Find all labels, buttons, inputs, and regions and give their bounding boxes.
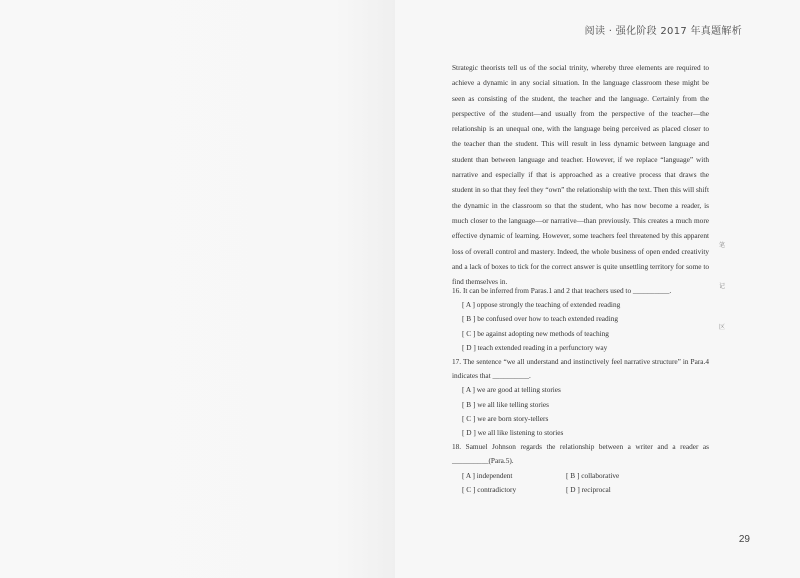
running-header: 阅读 · 强化阶段 2017 年真题解析 (584, 26, 742, 37)
option-d: [ D ] we all like listening to stories (462, 428, 564, 438)
option-b: [ B ] we all like telling stories (462, 399, 549, 409)
margin-note-label: 笔 (719, 242, 726, 249)
passage-paragraph: Strategic theorists tell us of the social trinity, whereby three elements are required to achieve a dynamic in any social situation. In the language classroom these might be seen as consisting of the student, the teacher and the language. Certainly from the perspective of the student—and usually from the perspective of the teacher—the relationship is an unequal one, with the language being perceived as placed closer to the teacher than the student. This will result in less dynamic between language and student than between language and teacher. However, if we replace “language” with narrative and especially if that is approached as a creative process that draws the student in so that they feel they “own” the relationship with the text. Then this will shift the dynamic in the classroom so that the student, who has now become a reader, is much closer to the language—or narrative—than previously. This creates a much more effective dynamic of learning. However, some teachers feel threatened by this apparent loss of overall control and mastery. Indeed, the whole business of open ended creativity and a lack of boxes to tick for the correct answer is quite unsettling territory for some to find themselves in. (452, 63, 709, 287)
page-number: 29 (738, 534, 750, 545)
question-stem: 17. The sentence “we all understand and instinctively feel narrative structure” in Para.4 indicates that __________. (452, 357, 709, 381)
reading-passage (452, 60, 709, 289)
option-a: [ A ] we are good at telling stories (462, 385, 561, 395)
question-18 (452, 440, 709, 497)
margin-note-label: 记 (719, 283, 726, 290)
question-list (452, 284, 709, 497)
option-c: [ C ] contradictory (462, 484, 517, 494)
option-d: [ D ] reciprocal (566, 484, 611, 494)
question-stem: 18. Samuel Johnson regards the relationship between a writer and a reader as __________(Para.5). (452, 442, 709, 466)
left-page-blank (0, 0, 395, 578)
question-17 (452, 355, 709, 440)
question-16 (452, 284, 709, 355)
option-row (462, 483, 709, 497)
option-b: [ B ] be confused over how to teach extended reading (462, 314, 619, 324)
option-row (462, 469, 709, 483)
margin-note-label: 区 (719, 324, 726, 331)
option-d: [ D ] teach extended reading in a perfunctory way (462, 342, 608, 352)
option-a: [ A ] independent (462, 470, 513, 480)
question-stem: 16. It can be inferred from Paras.1 and 2 that teachers used to __________. (452, 286, 672, 295)
option-c: [ C ] we are born story-tellers (462, 413, 549, 423)
option-b: [ B ] collaborative (566, 470, 620, 480)
option-c: [ C ] be against adopting new methods of teaching (462, 328, 609, 338)
option-a: [ A ] oppose strongly the teaching of extended reading (462, 300, 621, 310)
